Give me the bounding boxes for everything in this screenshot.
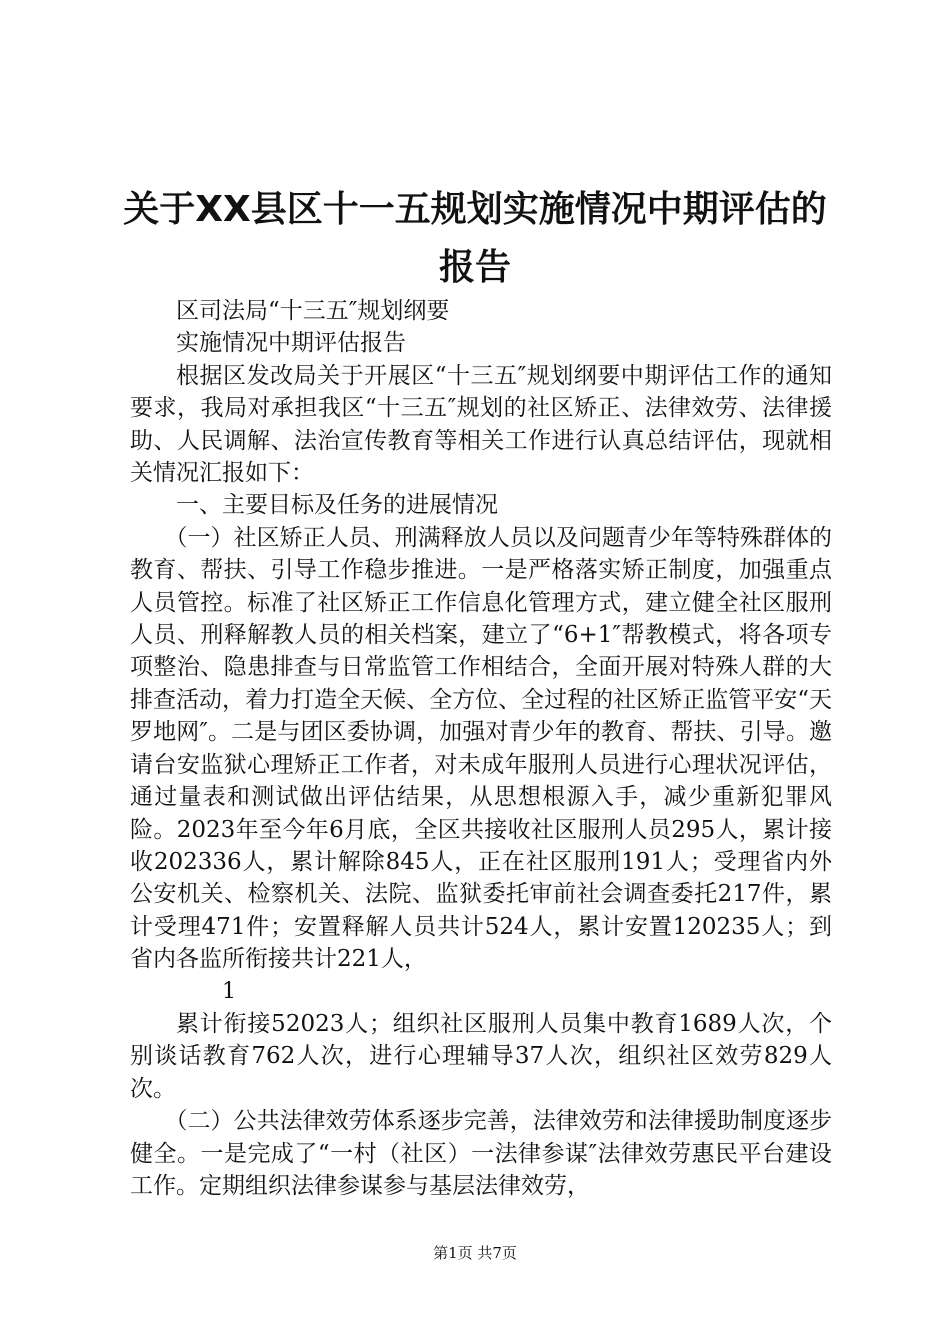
paragraph-legal-services: （二）公共法律效劳体系逐步完善，法律效劳和法律援助制度逐步健全。一是完成了“一村（社区）一法律参谋″法律效劳惠民平台建设工作。定期组织法律参谋参与基层法律效劳， bbox=[130, 1108, 832, 1199]
inline-page-marker: 1 bbox=[222, 978, 236, 1004]
document-title-line-1: 关于XX县区十一五规划实施情况中期评估的 bbox=[123, 189, 827, 230]
intro-paragraph: 根据区发改局关于开展区“十三五″规划纲要中期评估工作的通知要求，我局对承担我区“十三五″规划的社区矫正、法律效劳、法律援助、人民调解、法治宣传教育等相关工作进行认真总结评估，现就相关情况汇报如下： bbox=[130, 362, 832, 487]
section-heading: 一、主要目标及任务的进展情况 bbox=[176, 492, 498, 519]
document-title-line-2: 报告 bbox=[438, 247, 511, 288]
page-footer: 第1页 共7页 bbox=[433, 1244, 517, 1262]
paragraph-continuation: 累计衔接52023人；组织社区服刑人员集中教育1689人次，个别谈话教育762人次，进行心理辅导37人次，组织社区效劳829人次。 bbox=[130, 1010, 832, 1102]
document-body bbox=[130, 295, 832, 1202]
subtitle-line-1: 区司法局“十三五″规划纲要 bbox=[176, 298, 450, 324]
subtitle-line-2: 实施情况中期评估报告 bbox=[176, 330, 406, 357]
paragraph-community-correction: （一）社区矫正人员、刑满释放人员以及问题青少年等特殊群体的教育、帮扶、引导工作稳步推进。一是严格落实矫正制度，加强重点人员管控。标准了社区矫正工作信息化管理方式，建立健全社区服刑人员、刑释解教人员的相关档案，建立了“6+1″帮教模式，将各项专项整治、隐患排查与日常监管工作相结合，全面开展对特殊人群的大排查活动，着力打造全天候、全方位、全过程的社区矫正监管平安“天罗地网″。二是与团区委协调，加强对青少年的教育、帮扶、引导。邀请台安监狱心理矫正工作者，对未成年服刑人员进行心理状况评估，通过量表和测试做出评估结果，从思想根源入手，减少重新犯罪风险。2023年至今年6月底，全区共接收社区服刑人员295人，累计接收202336人，累计解除845人，正在社区服刑191人；受理省内外公安机关、检察机关、法院、监狱委托审前社会调查委托217件，累计受理471件；安置释解人员共计524人，累计安置120235人；到省内各监所衔接共计221人， bbox=[130, 524, 832, 973]
